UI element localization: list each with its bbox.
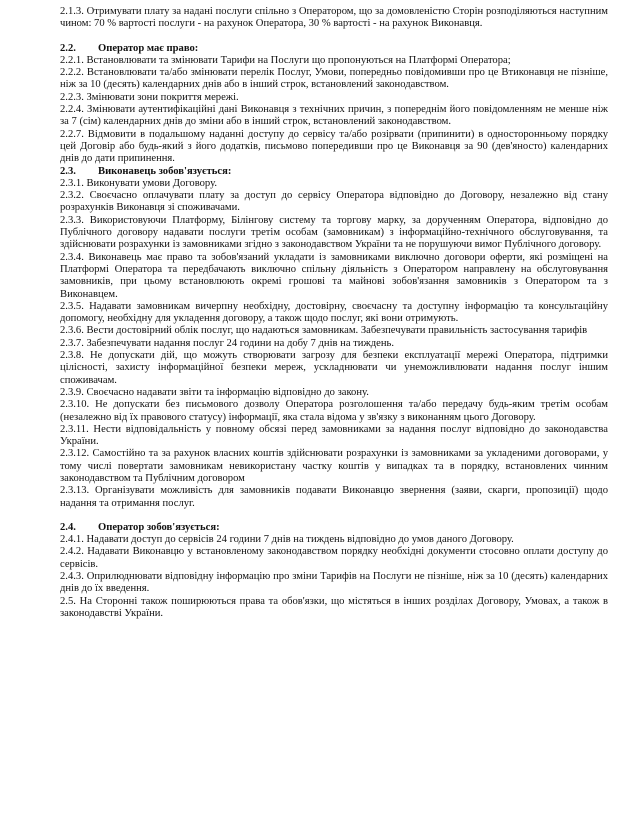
paragraph-2-2-7: 2.2.7. Відмовити в подальшому наданні доступу до сервісу та/або розірвати (припинити) в односторонньому порядку цей Договір або будь-який з його додатків, письмово попередивши про це Виконавця за 90 (дев'яносто) календарних днів до дати припинення. [60,128,608,165]
paragraph-2-2-1: 2.2.1. Встановлювати та змінювати Тарифи на Послуги що пропонуються на Платформі Оператора; [60,54,511,66]
paragraph-2-3-3: 2.3.3. Використовуючи Платформу, Білінгову систему та торгову марку, за дорученням Оператора, відповідно до Публічного договору надавати послуги третім особам (замовникам) з інформаційно-технічного обслуговування, та здійснювати розрахунки із замовниками згідно з законодавством України та не порушуючи вимог Публічного договору. [60,214,608,251]
section-number: 2.2. [60,42,76,54]
document-page [60,6,608,620]
paragraph-2-3-10: 2.3.10. Не допускати без письмового дозволу Оператора розголошення та/або передачу будь-яким третім особам (незалежно від їх правового статусу) інформації, яка стала відома у зв'язку з виконанням цього Договору. [60,399,608,423]
spacer [60,31,608,43]
paragraph-2-3-6: 2.3.6. Вести достовірний облік послуг, що надаються замовникам. Забезпечувати правильність застосування тарифів [60,325,588,337]
section-title: Оператор має право: [98,42,199,54]
paragraph-2-3-11: 2.3.11. Нести відповідальність у повному обсязі перед замовниками за надання послуг відповідно до законодавства України. [60,423,608,448]
spacer [60,510,608,522]
paragraph-2-4-1: 2.4.1. Надавати доступ до сервісів 24 години 7 днів на тиждень відповідно до умов даного Договору. [60,534,514,546]
paragraph-2-3-8: 2.3.8. Не допускати дій, що можуть створювати загрозу для безпеки експлуатації мережі Оператора, підтримки цілісності, захисту інформаційної безпеки мереж, ускладнювати чи унеможливлювати надання послуг іншим споживачам. [60,350,608,386]
paragraph-2-5: 2.5. На Сторонні також поширюються права та обов'язки, що містяться в інших розділах Договору, Умовах, а також в законодавстві України. [60,595,608,619]
section-title: Виконавець зобов'язується: [98,165,232,177]
paragraph-2-4-3: 2.4.3. Оприлюднювати відповідну інформацію про зміни Тарифів на Послуги не пізніше, ніж за 10 (десять) календарних днів до їх введення. [60,571,608,595]
section-2-3-heading [60,166,608,178]
paragraph-2-4-2: 2.4.2. Надавати Виконавцю у встановленому законодавством порядку необхідні документи стосовно оплати доступу до сервісів. [60,546,608,570]
paragraph-2-3-2: 2.3.2. Своєчасно оплачувати плату за доступ до сервісу Оператора відповідно до Договору, незалежно від стану розрахунків Виконавця зі споживачами. [60,190,608,214]
section-2-4-heading [60,522,608,534]
paragraph-2-3-5: 2.3.5. Надавати замовникам вичерпну необхідну, достовірну, своєчасну та доступну інформацію та консультаційну допомогу, необхідну для укладення договору, а також щодо послуг, які вони отримують. [60,300,608,325]
section-number: 2.3. [60,165,76,177]
paragraph-2-3-12: 2.3.12. Самостійно та за рахунок власних коштів здійснювати розрахунки із замовниками за укладеними договорами, у тому числі повертати замовникам невикористану частку коштів у випадках та в порядку, встановлених чинним законодавством та Публічним договором [60,448,608,484]
paragraph-2-3-7: 2.3.7. Забезпечувати надання послуг 24 години на добу 7 днів на тиждень. [60,337,395,349]
section-title: Оператор зобов'язується: [98,521,220,533]
paragraph-2-3-4: 2.3.4. Виконавець має право та зобов'язаний укладати із замовниками виключно договори оферти, які розміщені на Платформі Оператора та передбачають виключно спільну діяльність з Оператором направлену на обслуговування замовників, при цьому встановлюють окремі грошові та майнові зобов'язання замовників з Оператором та з Виконавцем. [60,251,608,300]
paragraph-2-3-1: 2.3.1. Виконувати умови Договору. [60,177,217,189]
paragraph-2-1-3: 2.1.3. Отримувати плату за надані послуги спільно з Оператором, що за домовленістю Сторін розподіляються наступним чином: 70 % вартості послуги - на рахунок Оператора, 30 % вартості - на рахунок Виконавця. [60,6,608,30]
paragraph-2-2-3: 2.2.3. Змінювати зони покриття мережі. [60,91,239,103]
paragraph-2-2-2: 2.2.2. Встановлювати та/або змінювати перелік Послуг, Умови, попередньо повідомивши про це Втиконавця не пізніше, ніж за 10 (десять) календарних днів або в інший строк, встановлений законодавством. [60,67,608,91]
paragraph-2-2-4: 2.2.4. Змінювати аутентифікаційні дані Виконавця з технічних причин, з попереднім його повідомленням не менше ніж за 7 (сім) календарних днів до зміни або в інший строк, встановлений законодавством. [60,104,608,128]
paragraph-2-3-13: 2.3.13. Організувати можливість для замовників подавати Виконавцю звернення (заяви, скарги, пропозиції) щодо надання та отримання послуг. [60,485,608,509]
paragraph-2-3-9: 2.3.9. Своєчасно надавати звіти та інформацію відповідно до закону. [60,386,369,398]
section-2-2-heading [60,43,608,55]
section-number: 2.4. [60,521,76,533]
